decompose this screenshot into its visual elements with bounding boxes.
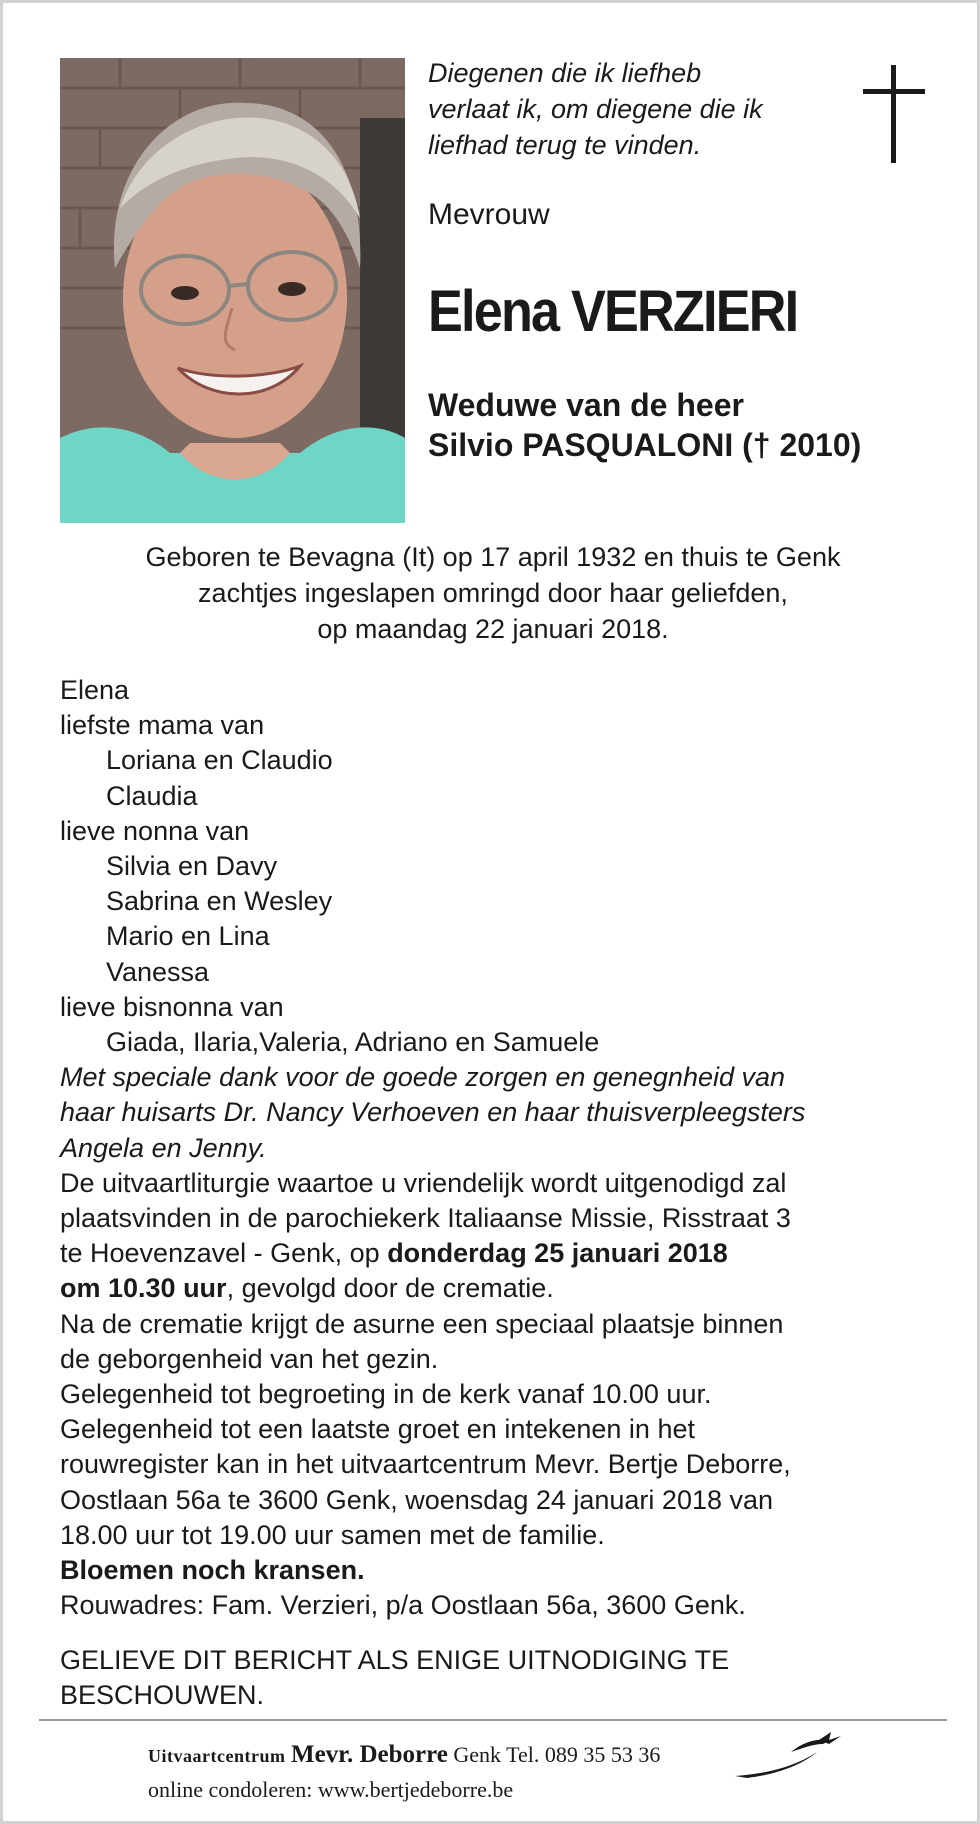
thanks-line: Met speciale dank voor de goede zorgen en genegnheid van [60, 1062, 786, 1093]
footer-online-condolence: online condoleren: www.bertjedeborre.be [148, 1777, 514, 1802]
flowers-text: Bloemen noch kransen. [60, 1555, 365, 1586]
grandchild-entry: Mario en Lina [106, 921, 270, 952]
funeral-line [60, 1271, 940, 1306]
first-name: Elena [60, 675, 130, 705]
grandchild-entry: Vanessa [106, 956, 210, 987]
invitation-notice [60, 1643, 729, 1713]
thanks-line: Angela en Jenny. [60, 1132, 267, 1163]
after-line: Gelegenheid tot begroeting in de kerk vanaf 10.00 uur. [60, 1379, 712, 1410]
salutation: Mevrouw [428, 198, 550, 231]
flowers-note [60, 1553, 940, 1588]
notice-line: GELIEVE DIT BERICHT ALS ENIGE UITNODIGING TE [60, 1645, 730, 1675]
birth-death-statement [60, 539, 926, 647]
after-line: 18.00 uur tot 19.00 uur samen met de familie. [60, 1519, 605, 1550]
after-line: de geborgenheid van het gezin. [60, 1343, 439, 1374]
funeral-location: te Hoevenzavel - Genk, op [60, 1238, 388, 1269]
grandmother-label: lieve nonna van [60, 815, 250, 846]
cross-icon [863, 65, 925, 163]
notice-line: BESCHOUWEN. [60, 1680, 265, 1710]
after-line: Na de crematie krijgt de asurne een speciaal plaatsje binnen [60, 1308, 784, 1339]
grandchild-entry: Sabrina en Wesley [106, 886, 333, 917]
footer-divider [39, 1719, 947, 1721]
footer-prefix: Uitvaartcentrum [148, 1746, 286, 1766]
after-line: Gelegenheid tot een laatste groet en intekenen in het [60, 1414, 695, 1445]
widow-line: Weduwe van de heer [428, 387, 744, 423]
motto-quote [428, 55, 848, 163]
portrait-photo [60, 58, 405, 523]
great-grandchild-entry: Giada, Ilaria,Valeria, Adriano en Samuele [106, 1027, 600, 1058]
footer-city: Genk [453, 1742, 502, 1767]
bird-logo-icon [733, 1730, 845, 1780]
motto-line: verlaat ik, om diegene die ik [428, 94, 763, 124]
funeral-line: plaatsvinden in de parochiekerk Italiaanse Missie, Risstraat 3 [60, 1203, 791, 1234]
after-line: Oostlaan 56a te 3600 Genk, woensdag 24 januari 2018 van [60, 1484, 774, 1515]
motto-line: liefhad terug te vinden. [428, 130, 702, 160]
funeral-time: om 10.30 uur [60, 1273, 227, 1304]
portrait-illustration [60, 58, 405, 523]
funeral-home-footer [148, 1738, 660, 1806]
footer-company: Mevr. Deborre [290, 1741, 448, 1768]
mourning-address: Rouwadres: Fam. Verzieri, p/a Oostlaan 56a, 3600 Genk. [60, 1590, 746, 1621]
widow-statement [428, 385, 861, 465]
footer-contact-line [148, 1738, 660, 1773]
footer-phone: Tel. 089 35 53 36 [506, 1742, 661, 1767]
motto-line: Diegenen die ik liefheb [428, 58, 702, 88]
mother-label: liefste mama van [60, 710, 265, 741]
child-entry: Loriana en Claudio [106, 745, 333, 776]
born-line: op maandag 22 januari 2018. [317, 614, 669, 644]
widow-line: Silvio PASQUALONI († 2010) [428, 427, 862, 463]
funeral-date: donderdag 25 januari 2018 [387, 1238, 728, 1269]
child-entry: Claudia [106, 780, 198, 811]
great-grandmother-label: lieve bisnonna van [60, 991, 284, 1022]
funeral-line: De uitvaartliturgie waartoe u vriendelijk wordt uitgenodigd zal [60, 1167, 787, 1198]
born-line: zachtjes ingeslapen omringd door haar geliefden, [198, 578, 788, 608]
funeral-followup: , gevolgd door de crematie. [226, 1273, 554, 1304]
grandchild-entry: Silvia en Davy [106, 851, 278, 882]
born-line: Geboren te Bevagna (It) op 17 april 1932 en thuis te Genk [145, 542, 841, 572]
obituary-body [60, 673, 940, 1623]
after-line: rouwregister kan in het uitvaartcentrum Mevr. Bertje Deborre, [60, 1449, 791, 1480]
thanks-line: haar huisarts Dr. Nancy Verhoeven en haar thuisverpleegsters [60, 1097, 806, 1128]
funeral-line [60, 1236, 940, 1271]
deceased-name: Elena VERZIERI [428, 279, 798, 344]
